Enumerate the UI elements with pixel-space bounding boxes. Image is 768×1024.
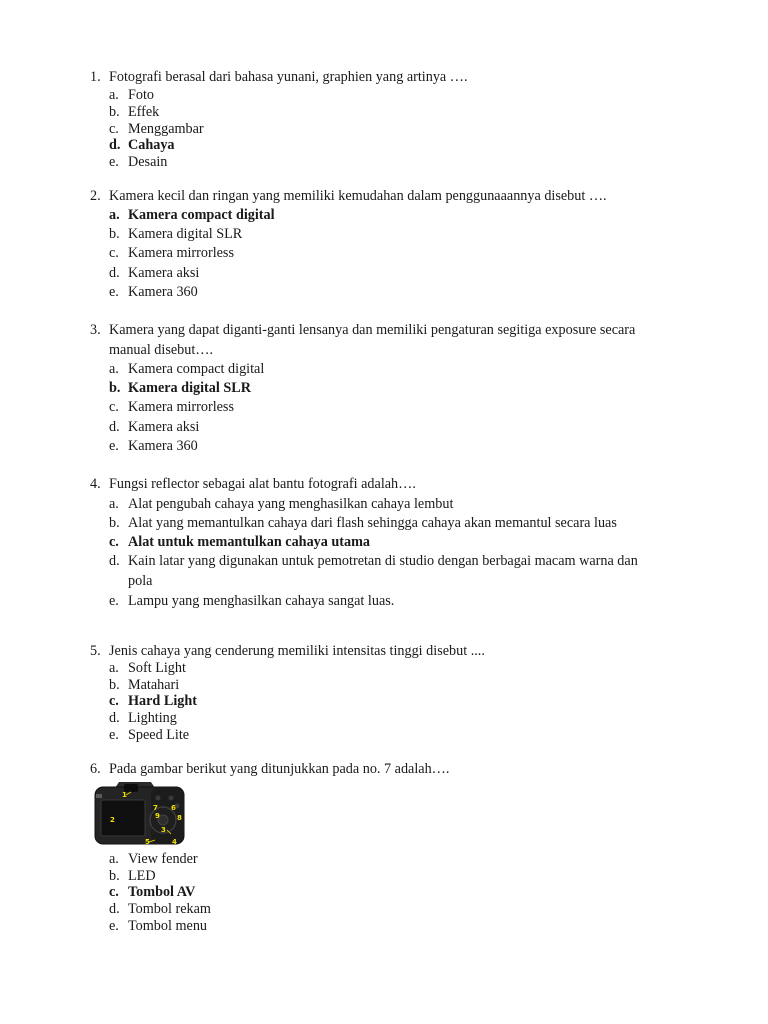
option-letter: a. — [109, 496, 119, 512]
option-letter: c. — [109, 399, 119, 415]
option-text: Effek — [128, 104, 160, 120]
option-text: Kamera compact digital — [128, 361, 265, 377]
question-text: Kamera yang dapat diganti-ganti lensanya dan memiliki pengaturan segitiga exposure secara — [109, 322, 636, 338]
question-number: 1. — [90, 69, 101, 85]
option-text: Kamera mirrorless — [128, 245, 234, 261]
option-text: Speed Lite — [128, 727, 190, 743]
option-text-correct: Hard Light — [128, 693, 197, 709]
option-letter-correct: c. — [109, 534, 119, 550]
option-letter: a. — [109, 87, 119, 103]
question-text: Jenis cahaya yang cenderung memiliki intensitas tinggi disebut .... — [109, 643, 485, 659]
option-text-correct: Cahaya — [128, 137, 175, 153]
question-text-continued: manual disebut…. — [109, 342, 214, 358]
small-button — [156, 796, 161, 801]
lcd-screen — [101, 800, 145, 836]
camera-back-image — [93, 780, 187, 848]
callout-4: 4 — [172, 838, 177, 846]
callout-2: 2 — [110, 816, 115, 824]
option-letter: c. — [109, 121, 119, 137]
option-text: Kamera aksi — [128, 419, 200, 435]
option-text: Kamera aksi — [128, 265, 200, 281]
option-letter: e. — [109, 284, 119, 300]
option-letter-correct: a. — [109, 207, 120, 223]
option-letter: d. — [109, 265, 120, 281]
question-text: Fotografi berasal dari bahasa yunani, graphien yang artinya …. — [109, 69, 468, 85]
option-letter-correct: c. — [109, 693, 119, 709]
option-text: LED — [128, 868, 156, 884]
option-letter: e. — [109, 154, 119, 170]
option-text: Alat yang memantulkan cahaya dari flash sehingga cahaya akan memantul secara luas — [128, 515, 617, 531]
small-button — [169, 796, 174, 801]
callout-9: 9 — [155, 812, 160, 820]
option-text: Kain latar yang digunakan untuk pemotretan di studio dengan berbagai macam warna dan — [128, 553, 638, 569]
option-text: Kamera mirrorless — [128, 399, 234, 415]
option-text: Kamera digital SLR — [128, 226, 243, 242]
callout-1: 1 — [122, 791, 127, 799]
question-number: 2. — [90, 188, 101, 204]
option-letter: c. — [109, 245, 119, 261]
option-letter-correct: d. — [109, 137, 121, 153]
option-letter: a. — [109, 660, 119, 676]
question-text: Pada gambar berikut yang ditunjukkan pada no. 7 adalah…. — [109, 761, 450, 777]
option-letter: b. — [109, 677, 120, 693]
option-text-correct: Kamera compact digital — [128, 207, 275, 223]
option-letter-correct: b. — [109, 380, 121, 396]
option-text: Soft Light — [128, 660, 186, 676]
option-letter: d. — [109, 553, 120, 569]
option-text: Tombol menu — [128, 918, 208, 934]
option-text-continued: pola — [128, 573, 153, 589]
option-text: View fender — [128, 851, 198, 867]
option-text: Kamera 360 — [128, 284, 198, 300]
option-text: Lampu yang menghasilkan cahaya sangat luas. — [128, 593, 395, 609]
option-letter: a. — [109, 361, 119, 377]
option-text: Kamera 360 — [128, 438, 198, 454]
option-text: Desain — [128, 154, 168, 170]
question-text: Kamera kecil dan ringan yang memiliki kemudahan dalam penggunaaannya disebut …. — [109, 188, 607, 204]
question-number: 6. — [90, 761, 101, 777]
option-letter: e. — [109, 727, 119, 743]
question-number: 4. — [90, 476, 101, 492]
option-text: Matahari — [128, 677, 180, 693]
option-letter: e. — [109, 438, 119, 454]
option-letter: a. — [109, 851, 119, 867]
question-text: Fungsi reflector sebagai alat bantu fotografi adalah…. — [109, 476, 416, 492]
brand-logo-mark — [96, 794, 102, 798]
option-letter: e. — [109, 593, 119, 609]
question-number: 3. — [90, 322, 101, 338]
callout-6: 6 — [171, 804, 176, 812]
option-letter: b. — [109, 515, 120, 531]
option-letter: b. — [109, 868, 120, 884]
option-text-correct: Alat untuk memantulkan cahaya utama — [128, 534, 371, 550]
option-letter: b. — [109, 226, 120, 242]
callout-8: 8 — [177, 814, 182, 822]
option-letter: e. — [109, 918, 119, 934]
callout-5: 5 — [145, 838, 150, 846]
option-letter: b. — [109, 104, 120, 120]
option-text-correct: Kamera digital SLR — [128, 380, 251, 396]
callout-7: 7 — [153, 804, 158, 812]
option-letter: d. — [109, 710, 120, 726]
question-number: 5. — [90, 643, 101, 659]
option-text: Foto — [128, 87, 155, 103]
option-letter-correct: c. — [109, 884, 119, 900]
option-text: Tombol rekam — [128, 901, 211, 917]
callout-3: 3 — [161, 826, 166, 834]
option-text: Menggambar — [128, 121, 204, 137]
option-letter: d. — [109, 419, 120, 435]
option-text: Lighting — [128, 710, 177, 726]
option-letter: d. — [109, 901, 120, 917]
option-text-correct: Tombol AV — [128, 884, 196, 900]
option-text: Alat pengubah cahaya yang menghasilkan cahaya lembut — [128, 496, 454, 512]
